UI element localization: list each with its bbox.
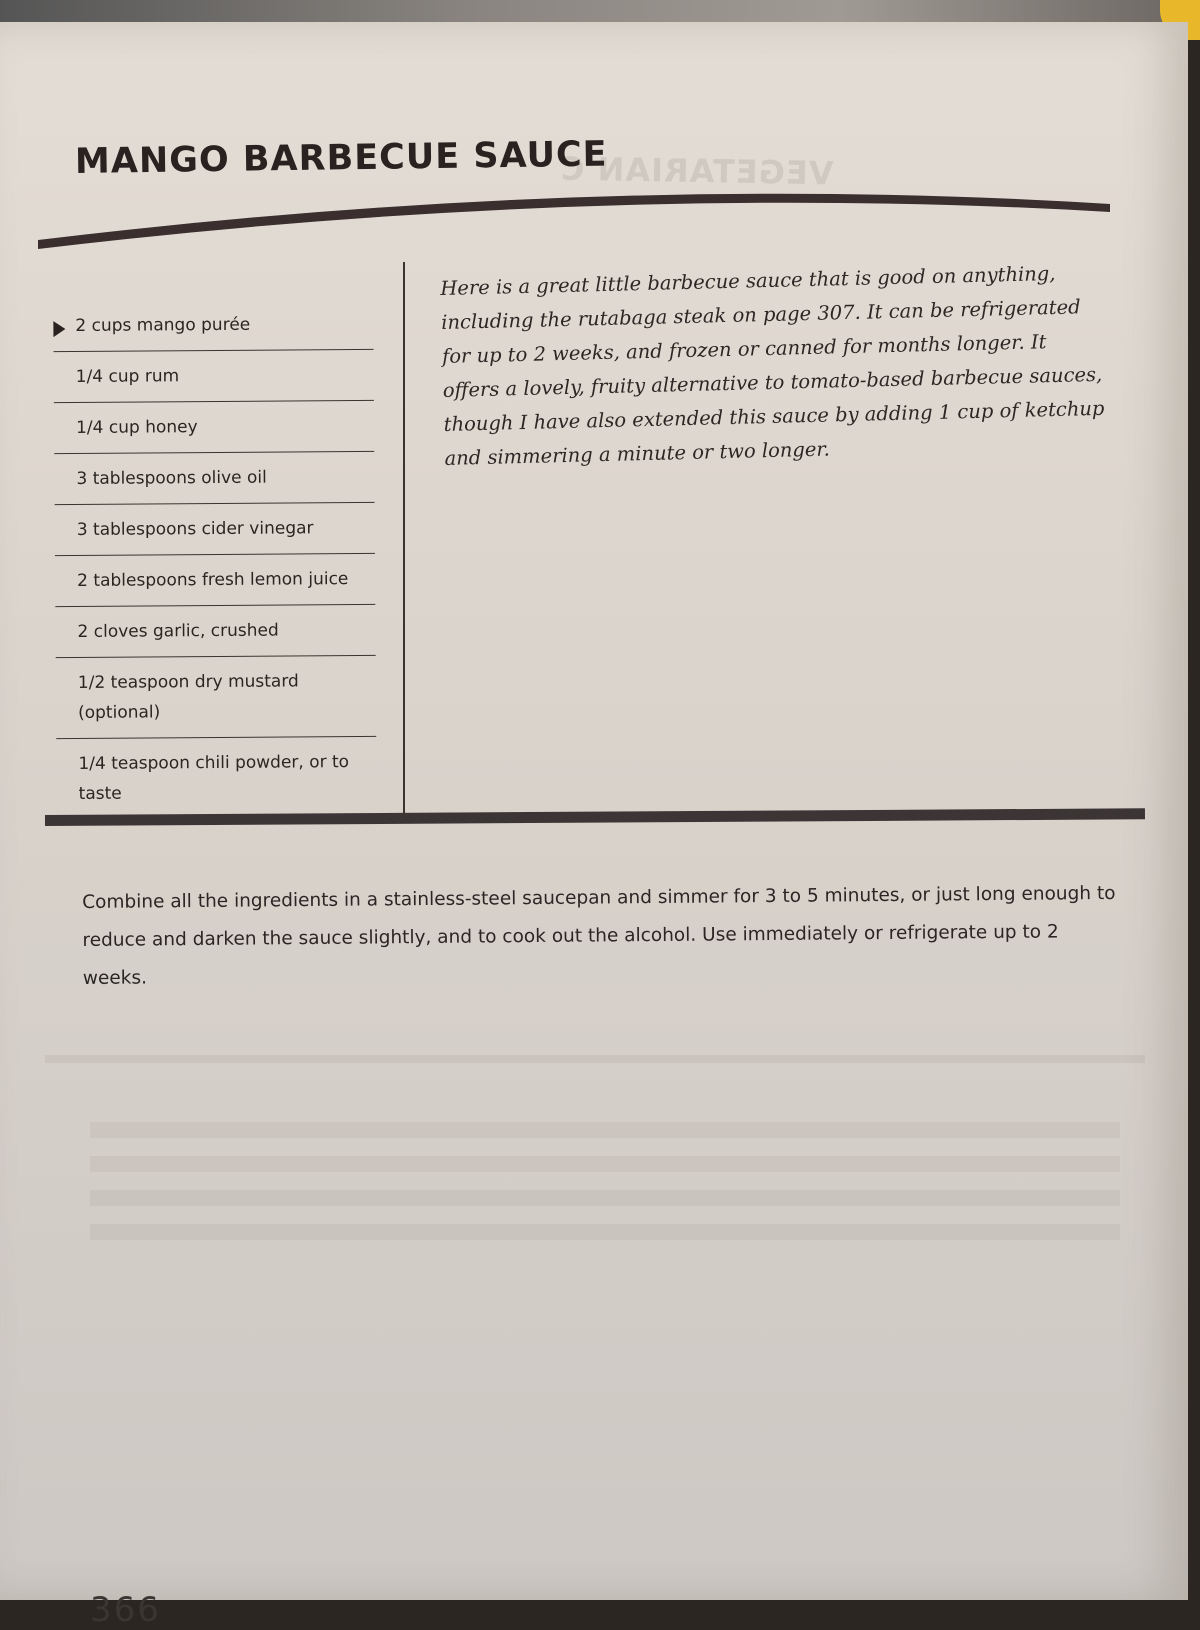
ingredient-item — [56, 737, 377, 819]
ingredient-item — [56, 656, 377, 739]
bleed-through-rule — [45, 1055, 1145, 1063]
ingredient-item — [53, 299, 373, 352]
bleed-through-text: VEGETARIAN C — [559, 149, 834, 193]
book-page — [0, 22, 1188, 1630]
recipe-title: MANGO BARBECUE SAUCE — [74, 134, 608, 182]
header-swoosh-rule — [0, 22, 1188, 282]
ingredient-text: 3 tablespoons cider vinegar — [76, 518, 314, 540]
ingredient-item — [55, 554, 375, 607]
column-divider — [403, 262, 405, 822]
ingredient-text: 2 tablespoons fresh lemon juice — [77, 569, 349, 591]
ingredient-item — [54, 350, 374, 403]
ingredient-item — [55, 503, 375, 556]
ingredient-list — [53, 299, 377, 819]
ingredient-item — [55, 605, 375, 658]
ingredient-text: 1/2 teaspoon dry mustard (optional) — [77, 671, 299, 723]
ingredient-text: 1/4 teaspoon chili powder, or to taste — [78, 752, 350, 804]
bleed-through-paragraph — [90, 1122, 1120, 1252]
ingredient-text: 3 tablespoons olive oil — [76, 467, 267, 489]
page-number: 366 — [90, 1590, 161, 1630]
ingredient-item — [54, 452, 374, 505]
ingredient-text: 2 cups mango purée — [75, 314, 251, 336]
recipe-directions: Combine all the ingredients in a stainless-steel saucepan and simmer for 3 to 5 minutes, or just long enough to reduce and darken the sauce slightly, and to cook out the alcohol. Use immediately or refrigerate up to 2 weeks. — [82, 882, 1116, 989]
triangle-marker-icon — [53, 321, 65, 337]
ingredient-text: 2 cloves garlic, crushed — [77, 620, 279, 642]
ingredient-text: 1/4 cup rum — [75, 366, 180, 387]
ingredient-item — [54, 401, 374, 454]
recipe-intro: Here is a great little barbecue sauce that is good on anything, including the rutabaga steak on page 307. It can be refrigerated for up to 2 weeks, and frozen or canned for months longer. It offers a lovely, fruity alternative to tomato-based barbecue sauces, though I have also extended this sauce by adding 1 cup of ketchup and simmering a minute or two longer. — [440, 261, 1105, 470]
background-surface — [0, 0, 1200, 24]
ingredient-text: 1/4 cup honey — [76, 417, 198, 438]
